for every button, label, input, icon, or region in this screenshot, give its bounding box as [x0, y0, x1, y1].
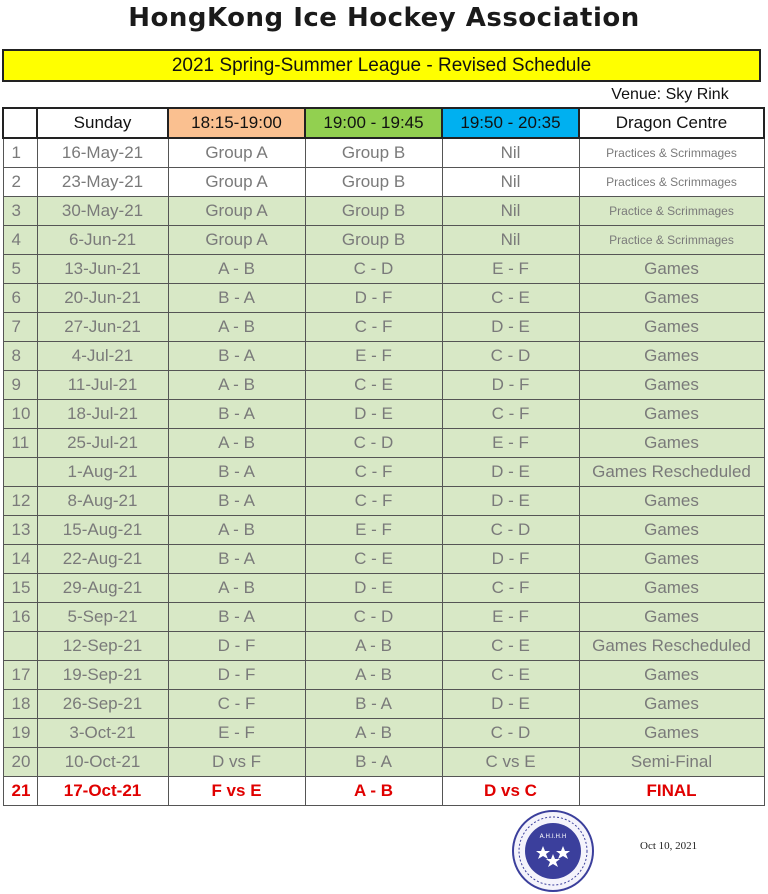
row-number: 6: [3, 284, 37, 313]
row-slot-1: B - A: [168, 545, 305, 574]
row-dragon-centre: Games: [579, 342, 764, 371]
row-number: 14: [3, 545, 37, 574]
row-dragon-centre: Practice & Scrimmages: [579, 197, 764, 226]
row-slot-2: C - E: [305, 545, 442, 574]
row-number: 9: [3, 371, 37, 400]
row-slot-3: C - D: [442, 342, 579, 371]
row-slot-2: Group B: [305, 168, 442, 197]
row-slot-2: E - F: [305, 342, 442, 371]
row-slot-3: C - D: [442, 516, 579, 545]
row-slot-3: D - E: [442, 313, 579, 342]
row-number: 13: [3, 516, 37, 545]
header-number: [3, 108, 37, 138]
row-date: 3-Oct-21: [37, 719, 168, 748]
association-seal: [510, 808, 596, 894]
row-slot-3: E - F: [442, 255, 579, 284]
row-date: 8-Aug-21: [37, 487, 168, 516]
schedule-row: [3, 342, 764, 371]
row-number: 10: [3, 400, 37, 429]
row-slot-1: D - F: [168, 632, 305, 661]
row-slot-3: E - F: [442, 603, 579, 632]
row-slot-2: A - B: [305, 632, 442, 661]
row-dragon-centre: Games: [579, 545, 764, 574]
row-slot-2: D - E: [305, 574, 442, 603]
row-number: 11: [3, 429, 37, 458]
row-dragon-centre: Games: [579, 690, 764, 719]
row-date: 19-Sep-21: [37, 661, 168, 690]
row-slot-3: D - E: [442, 487, 579, 516]
row-date: 27-Jun-21: [37, 313, 168, 342]
row-number: 5: [3, 255, 37, 284]
row-slot-2: B - A: [305, 690, 442, 719]
row-number: 15: [3, 574, 37, 603]
schedule-row: [3, 400, 764, 429]
header-slot-3: 19:50 - 20:35: [442, 108, 579, 138]
row-slot-3: D - E: [442, 458, 579, 487]
schedule-row: [3, 516, 764, 545]
row-slot-3: Nil: [442, 197, 579, 226]
row-slot-2: D - F: [305, 284, 442, 313]
row-dragon-centre: Games: [579, 371, 764, 400]
row-date: 26-Sep-21: [37, 690, 168, 719]
row-dragon-centre: Games: [579, 284, 764, 313]
header-row: [3, 108, 764, 138]
row-slot-1: F vs E: [168, 777, 305, 806]
row-slot-1: C - F: [168, 690, 305, 719]
row-number: 4: [3, 226, 37, 255]
row-slot-3: D - F: [442, 545, 579, 574]
row-slot-3: C - E: [442, 632, 579, 661]
row-dragon-centre: Games: [579, 516, 764, 545]
schedule-row: [3, 284, 764, 313]
row-dragon-centre: Games: [579, 429, 764, 458]
row-slot-2: A - B: [305, 661, 442, 690]
row-slot-2: Group B: [305, 226, 442, 255]
row-slot-3: C - F: [442, 574, 579, 603]
row-date: 25-Jul-21: [37, 429, 168, 458]
schedule-row: [3, 748, 764, 777]
row-date: 4-Jul-21: [37, 342, 168, 371]
schedule-row: [3, 777, 764, 806]
row-number: 8: [3, 342, 37, 371]
schedule-row: [3, 632, 764, 661]
row-slot-2: C - F: [305, 458, 442, 487]
row-dragon-centre: Games Rescheduled: [579, 632, 764, 661]
row-number: 21: [3, 777, 37, 806]
row-slot-1: A - B: [168, 255, 305, 284]
row-number: 17: [3, 661, 37, 690]
row-number: 7: [3, 313, 37, 342]
schedule-row: [3, 458, 764, 487]
row-slot-1: B - A: [168, 487, 305, 516]
row-date: 29-Aug-21: [37, 574, 168, 603]
row-slot-1: A - B: [168, 574, 305, 603]
row-slot-3: D - F: [442, 371, 579, 400]
header-slot-2: 19:00 - 19:45: [305, 108, 442, 138]
schedule-row: [3, 603, 764, 632]
row-slot-2: B - A: [305, 748, 442, 777]
schedule-row: [3, 487, 764, 516]
schedule-row: [3, 138, 764, 168]
row-slot-1: Group A: [168, 138, 305, 168]
row-number: 1: [3, 138, 37, 168]
row-date: 5-Sep-21: [37, 603, 168, 632]
row-date: 20-Jun-21: [37, 284, 168, 313]
row-slot-1: B - A: [168, 458, 305, 487]
row-number: [3, 458, 37, 487]
row-dragon-centre: Practices & Scrimmages: [579, 138, 764, 168]
schedule-row: [3, 690, 764, 719]
header-day: Sunday: [37, 108, 168, 138]
row-slot-1: Group A: [168, 226, 305, 255]
row-slot-1: B - A: [168, 342, 305, 371]
row-date: 12-Sep-21: [37, 632, 168, 661]
row-slot-2: C - E: [305, 371, 442, 400]
row-slot-3: Nil: [442, 226, 579, 255]
row-dragon-centre: Semi-Final: [579, 748, 764, 777]
schedule-row: [3, 168, 764, 197]
row-date: 16-May-21: [37, 138, 168, 168]
row-date: 17-Oct-21: [37, 777, 168, 806]
schedule-row: [3, 226, 764, 255]
row-slot-3: C - E: [442, 661, 579, 690]
row-slot-2: C - D: [305, 603, 442, 632]
row-number: 3: [3, 197, 37, 226]
row-slot-1: B - A: [168, 603, 305, 632]
row-slot-3: C - F: [442, 400, 579, 429]
row-slot-2: C - D: [305, 255, 442, 284]
row-number: 19: [3, 719, 37, 748]
row-slot-3: E - F: [442, 429, 579, 458]
schedule-table: [2, 107, 765, 806]
row-slot-2: Group B: [305, 197, 442, 226]
schedule-row: [3, 661, 764, 690]
row-number: 12: [3, 487, 37, 516]
row-dragon-centre: Games: [579, 255, 764, 284]
row-slot-1: A - B: [168, 313, 305, 342]
row-slot-1: A - B: [168, 516, 305, 545]
row-number: 2: [3, 168, 37, 197]
row-date: 23-May-21: [37, 168, 168, 197]
row-dragon-centre: FINAL: [579, 777, 764, 806]
row-date: 1-Aug-21: [37, 458, 168, 487]
row-number: [3, 632, 37, 661]
row-slot-1: A - B: [168, 429, 305, 458]
row-slot-2: C - F: [305, 487, 442, 516]
venue-label: Venue: Sky Rink: [611, 86, 729, 103]
row-slot-2: A - B: [305, 777, 442, 806]
row-slot-3: C - D: [442, 719, 579, 748]
row-slot-3: D - E: [442, 690, 579, 719]
row-slot-3: Nil: [442, 168, 579, 197]
row-slot-3: D vs C: [442, 777, 579, 806]
row-date: 30-May-21: [37, 197, 168, 226]
row-number: 18: [3, 690, 37, 719]
row-date: 22-Aug-21: [37, 545, 168, 574]
row-slot-3: C vs E: [442, 748, 579, 777]
row-dragon-centre: Games: [579, 719, 764, 748]
row-dragon-centre: Games: [579, 574, 764, 603]
row-slot-2: D - E: [305, 400, 442, 429]
schedule-row: [3, 371, 764, 400]
row-dragon-centre: Practices & Scrimmages: [579, 168, 764, 197]
row-dragon-centre: Games: [579, 661, 764, 690]
row-slot-1: D - F: [168, 661, 305, 690]
row-slot-1: B - A: [168, 400, 305, 429]
schedule-row: [3, 545, 764, 574]
row-dragon-centre: Games Rescheduled: [579, 458, 764, 487]
schedule-row: [3, 719, 764, 748]
row-slot-1: B - A: [168, 284, 305, 313]
league-banner: 2021 Spring-Summer League - Revised Schedule: [2, 49, 761, 82]
row-dragon-centre: Games: [579, 313, 764, 342]
row-date: 18-Jul-21: [37, 400, 168, 429]
header-slot-1: 18:15-19:00: [168, 108, 305, 138]
row-slot-1: Group A: [168, 168, 305, 197]
row-date: 10-Oct-21: [37, 748, 168, 777]
row-date: 15-Aug-21: [37, 516, 168, 545]
row-slot-2: A - B: [305, 719, 442, 748]
row-date: 6-Jun-21: [37, 226, 168, 255]
row-slot-1: Group A: [168, 197, 305, 226]
row-slot-3: C - E: [442, 284, 579, 313]
schedule-row: [3, 574, 764, 603]
footer-date: Oct 10, 2021: [640, 840, 698, 852]
row-slot-1: D vs F: [168, 748, 305, 777]
row-slot-2: C - F: [305, 313, 442, 342]
row-slot-2: C - D: [305, 429, 442, 458]
header-venue: Dragon Centre: [579, 108, 764, 138]
page-title: HongKong Ice Hockey Association: [128, 3, 640, 33]
row-dragon-centre: Practice & Scrimmages: [579, 226, 764, 255]
row-date: 13-Jun-21: [37, 255, 168, 284]
row-dragon-centre: Games: [579, 487, 764, 516]
row-slot-3: Nil: [442, 138, 579, 168]
row-slot-1: E - F: [168, 719, 305, 748]
row-slot-2: Group B: [305, 138, 442, 168]
row-number: 16: [3, 603, 37, 632]
schedule-row: [3, 255, 764, 284]
schedule-row: [3, 313, 764, 342]
row-slot-1: A - B: [168, 371, 305, 400]
row-number: 20: [3, 748, 37, 777]
row-slot-2: E - F: [305, 516, 442, 545]
seal-lettering: A.H.I.H.H: [539, 833, 567, 840]
schedule-body: [3, 138, 764, 806]
row-dragon-centre: Games: [579, 400, 764, 429]
row-date: 11-Jul-21: [37, 371, 168, 400]
schedule-row: [3, 429, 764, 458]
schedule-row: [3, 197, 764, 226]
row-dragon-centre: Games: [579, 603, 764, 632]
